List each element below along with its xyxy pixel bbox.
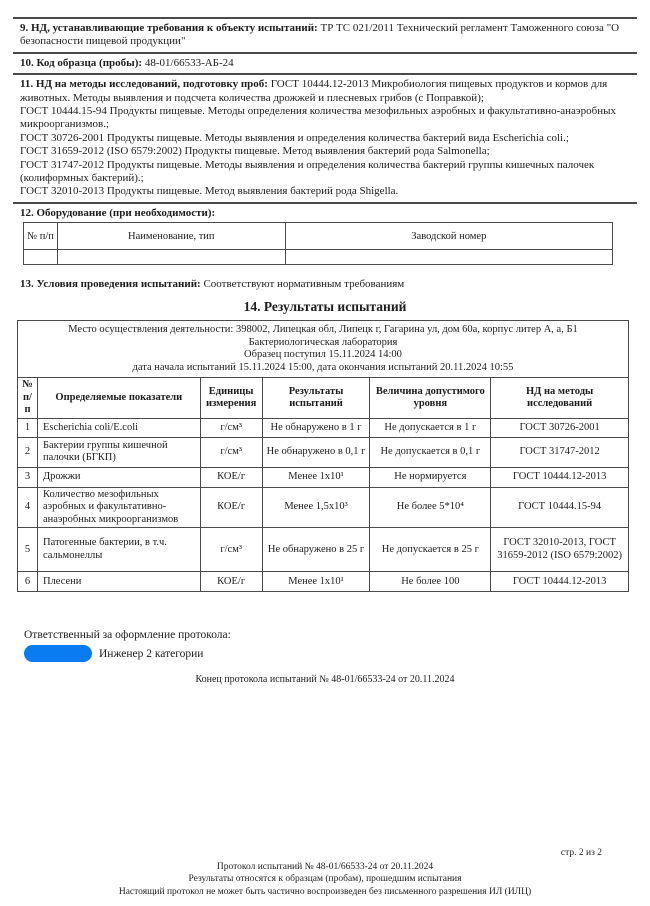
equipment-table (23, 222, 613, 265)
row-method: ГОСТ 10444.12-2013 (491, 572, 629, 592)
row-result: Не обнаружено в 1 г (262, 418, 370, 437)
activity-address: Место осуществления деятельности: 398002, Липецкая обл, Липецк г, Гагарина ул, дом 60а, корпус литер А, а, Б1 (68, 324, 578, 336)
results-info-row (18, 321, 629, 378)
page-footer (0, 847, 650, 898)
protocol-end-line: Конец протокола испытаний № 48-01/66533-24 от 20.11.2024 (195, 674, 455, 686)
signoff-block (24, 628, 637, 662)
row-allowed: Не допускается в 25 г (370, 528, 491, 572)
gost-entry-2: ГОСТ 10444.15-94 Продукты пищевые. Методы определения количества мезофильных аэробных и факультативно-анаэробных микроорганизмов.; (20, 105, 617, 131)
results-col-method: НД на методы исследований (491, 378, 629, 419)
row-result: Не обнаружено в 0,1 г (262, 437, 370, 467)
section-13-value: Соответствуют нормативным требованиям (203, 278, 405, 291)
results-row-3 (18, 467, 629, 487)
sample-received: Образец поступил 15.11.2024 14:00 (244, 349, 402, 361)
row-indicator: Патогенные бактерии, в т.ч. сальмонеллы (37, 528, 200, 572)
gost-entry-3: ГОСТ 30726-2001 Продукты пищевые. Методы выявления и определения количества бактерий вида Escherichia coli.; (20, 131, 569, 144)
row-indicator: Количество мезофильных аэробных и факультативно-анаэробных микроорганизмов (37, 487, 200, 528)
row-unit: г/см³ (200, 437, 262, 467)
equipment-cell-num (24, 250, 58, 265)
row-allowed: Не допускается в 1 г (370, 418, 491, 437)
signoff-row (24, 645, 637, 662)
results-row-6 (18, 572, 629, 592)
section-9-label: 9. НД, устанавливающие требования к объекту испытаний: (20, 22, 318, 34)
row-allowed: Не нормируется (370, 467, 491, 487)
row-result: Менее 1,5x10³ (262, 487, 370, 528)
row-unit: г/см³ (200, 418, 262, 437)
row-method: ГОСТ 10444.15-94 (491, 487, 629, 528)
section-10-label: 10. Код образца (пробы): (20, 56, 143, 69)
row-indicator: Escherichia coli/E.coli (37, 418, 200, 437)
gost-entry-4: ГОСТ 31659-2012 (ISO 6579:2002) Продукты пищевые. Метод выявления бактерий рода Salmonella; (20, 145, 490, 158)
section-12-label: 12. Оборудование (при необходимости): (20, 206, 216, 219)
row-num: 5 (18, 528, 38, 572)
footer-results-line: Результаты относятся к образцам (пробам), прошедшим испытания (188, 874, 462, 884)
results-row-4 (18, 487, 629, 528)
row-result: Менее 1x10¹ (262, 572, 370, 592)
results-info-cell (18, 321, 629, 378)
test-dates: дата начала испытаний 15.11.2024 15:00, дата окончания испытаний 20.11.2024 10:55 (132, 361, 514, 373)
row-method: ГОСТ 31747-2012 (491, 437, 629, 467)
results-col-num: № п/п (18, 378, 38, 419)
page-number: стр. 2 из 2 (560, 848, 602, 858)
section-13-label: 13. Условия проведения испытаний: (20, 278, 201, 291)
equipment-cell-name (57, 250, 285, 265)
row-indicator: Бактерии группы кишечной палочки (БГКП) (37, 437, 200, 467)
section-9-value: ТР ТС 021/2011 Технический регламент Таможенного союза "О безопасности пищевой продукции" (20, 22, 620, 48)
row-method: ГОСТ 32010-2013, ГОСТ 31659-2012 (ISO 6579:2002) (491, 528, 629, 572)
section-10-value: 48-01/66533-АБ-24 (144, 56, 234, 69)
row-unit: г/см³ (200, 528, 262, 572)
section-11 (13, 75, 637, 204)
section-12 (13, 204, 637, 268)
results-col-allowed: Величина допустимого уровня (370, 378, 491, 419)
redacted-name (24, 645, 92, 662)
row-unit: КОЕ/г (200, 467, 262, 487)
row-allowed: Не допускается в 0,1 г (370, 437, 491, 467)
row-num: 6 (18, 572, 38, 592)
signoff-position: Инженер 2 категории (99, 647, 204, 660)
equipment-table-header-row (24, 223, 613, 250)
section-13 (20, 278, 637, 290)
results-col-unit: Единицы измерения (200, 378, 262, 419)
gost-entry-6: ГОСТ 32010-2013 Продукты пищевые. Метод выявления бактерий рода Shigella. (20, 185, 399, 198)
row-indicator: Дрожжи (37, 467, 200, 487)
equipment-col-name: Наименование, тип (57, 223, 285, 250)
results-col-result: Результаты испытаний (262, 378, 370, 419)
results-col-indicator: Определяемые показатели (37, 378, 200, 419)
equipment-cell-serial (285, 250, 612, 265)
section-11-label: 11. НД на методы исследований, подготовку проб: (20, 78, 268, 91)
results-row-5 (18, 528, 629, 572)
row-unit: КОЕ/г (200, 487, 262, 528)
section-9 (13, 19, 637, 54)
row-result: Не обнаружено в 25 г (262, 528, 370, 572)
row-allowed: Не более 100 (370, 572, 491, 592)
gost-entry-1: ГОСТ 10444.12-2013 Микробиология пищевых продуктов и кормов для животных. Методы выявления и подсчета количества дрожжей и плесневых грибов (с Поправкой); (20, 78, 608, 104)
row-num: 3 (18, 467, 38, 487)
laboratory-name: Бактериологическая лаборатория (248, 336, 398, 348)
row-num: 1 (18, 418, 38, 437)
row-unit: КОЕ/г (200, 572, 262, 592)
signoff-label: Ответственный за оформление протокола: (24, 629, 231, 642)
row-num: 4 (18, 487, 38, 528)
equipment-col-serial: Заводской номер (285, 223, 612, 250)
footer-copyright-line: Настоящий протокол не может быть частично воспроизведен без письменного разрешения ИЛ (ИЛЦ) (118, 886, 532, 897)
row-result: Менее 1x10¹ (262, 467, 370, 487)
section-10 (13, 54, 637, 75)
row-num: 2 (18, 437, 38, 467)
footer-protocol-line: Протокол испытаний № 48-01/66533-24 от 20.11.2024 (216, 861, 434, 872)
gost-entry-5: ГОСТ 31747-2012 Продукты пищевые. Методы выявления и определения количества бактерий группы кишечных палочек (колиформных бактерий).; (20, 158, 595, 185)
results-row-2 (18, 437, 629, 467)
form-sections (13, 17, 637, 268)
row-method: ГОСТ 10444.12-2013 (491, 467, 629, 487)
equipment-table-empty-row (24, 250, 613, 265)
equipment-col-num: № п/п (24, 223, 58, 250)
row-indicator: Плесени (37, 572, 200, 592)
results-table (17, 320, 629, 592)
row-method: ГОСТ 30726-2001 (491, 418, 629, 437)
results-table-header-row (18, 378, 629, 419)
results-row-1 (18, 418, 629, 437)
section-14-heading: 14. Результаты испытаний (243, 299, 407, 315)
row-allowed: Не более 5*10⁴ (370, 487, 491, 528)
